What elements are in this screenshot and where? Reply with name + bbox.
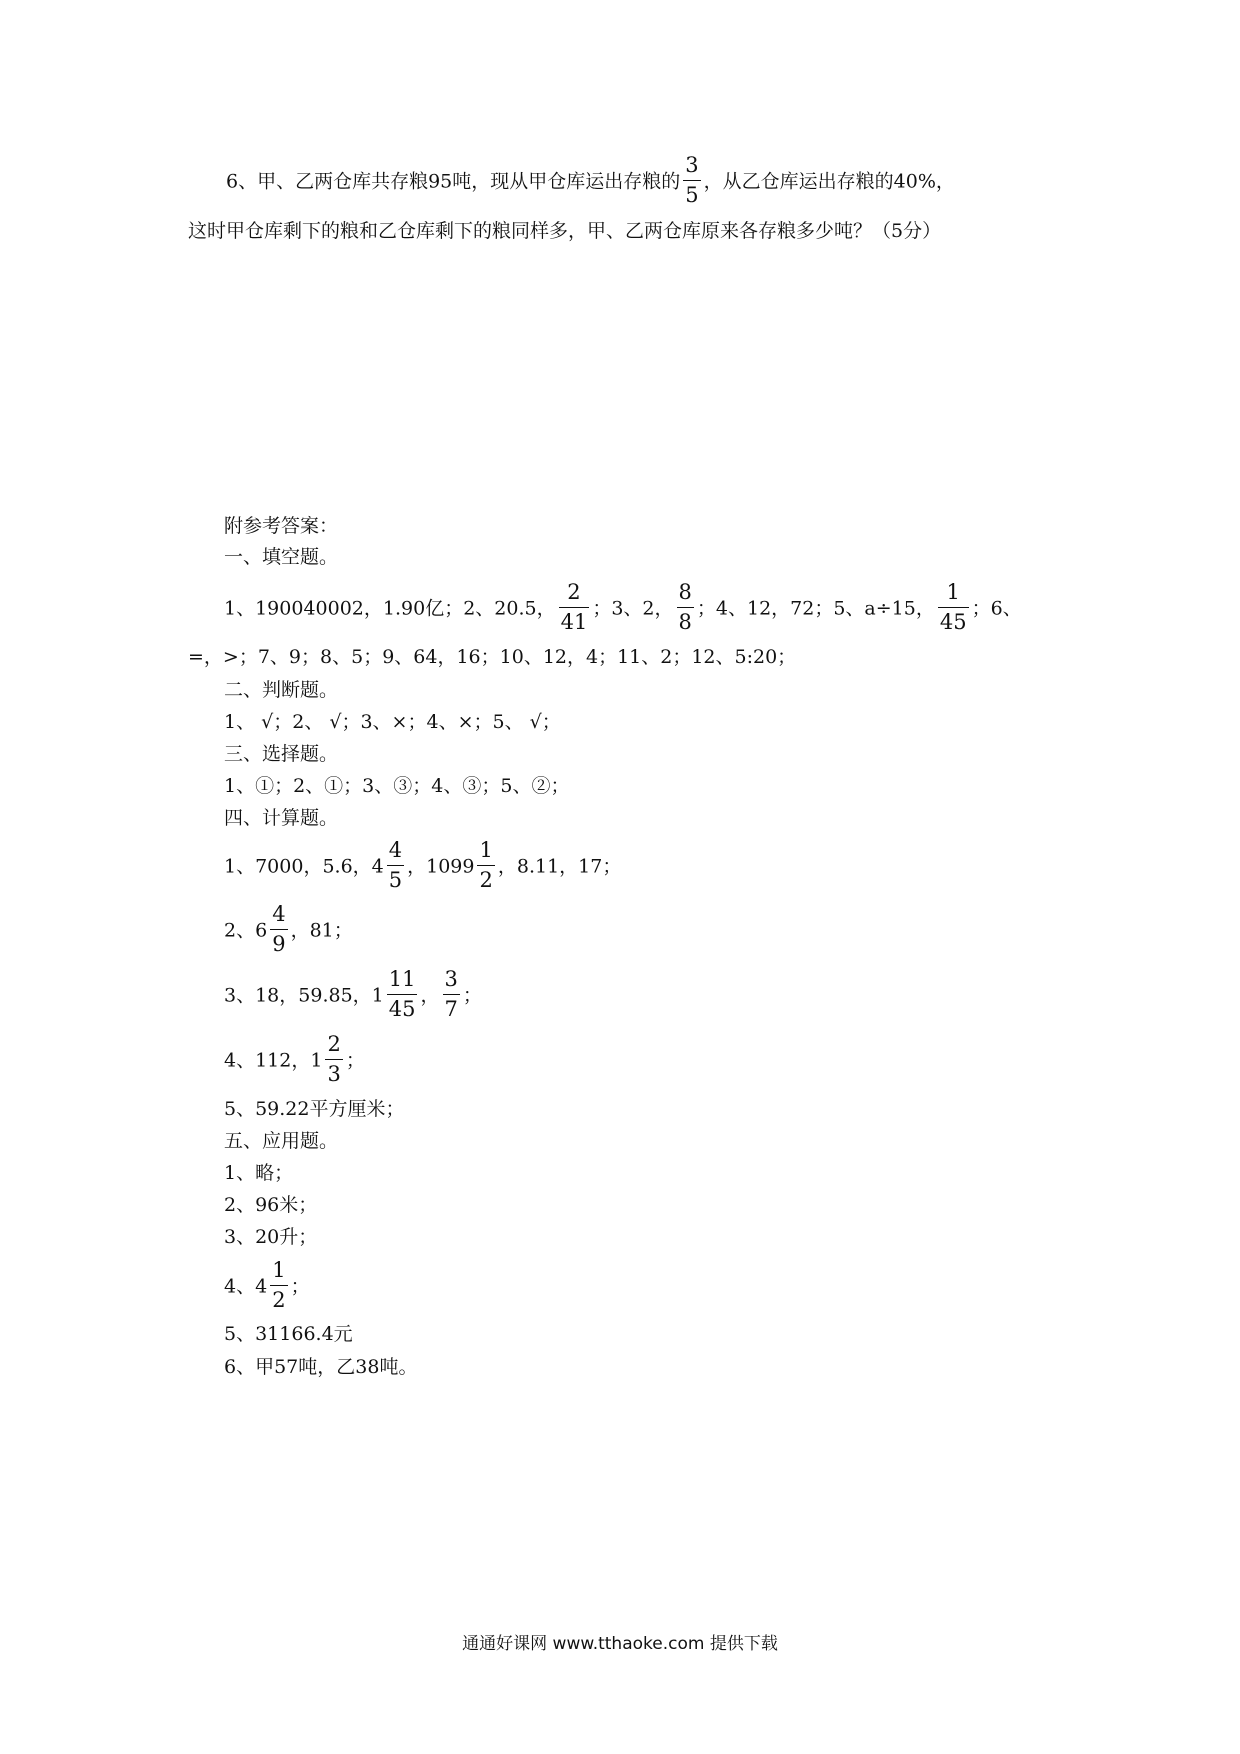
fraction-three-fifths: $\frac{3}{5}$ [685,153,699,207]
section-5-line-6: 6、甲57吨，乙38吨。 [224,1356,418,1378]
section-4-line-1: 1、7000，5.6，4 $\frac{4}{5}$ ，1099 $\frac{1}{2}$ ，8.11，17； [224,838,622,892]
section-5-line-3: 3、20升； [224,1226,318,1248]
section-3-answers: 1、①；2、①；3、③；4、③；5、②； [224,775,570,797]
section-3-title: 三、选择题。 [224,743,339,765]
question-6-text-a: 6、甲、乙两仓库共存粮95吨，现从甲仓库运出存粮的 [226,170,681,193]
section-2-answers: 1、 √；2、 √；3、×；4、×；5、 √； [224,711,561,733]
fraction: $\frac{4}{5}$ [388,838,403,892]
section-1-title: 一、填空题。 [224,546,339,568]
fraction: $\frac{2}{41}$ [560,580,588,634]
section-1-line-2: =，>；7、9；8、5；9、64，16；10、12，4；11、2；12、5:20； [188,646,797,668]
section-5-line-2: 2、96米； [224,1194,318,1216]
page-footer: 通通好课网 www.tthaoke.com 提供下载 [462,1634,778,1654]
fraction: $\frac{8}{8}$ [678,580,692,634]
section-1-line-1: 1、190040002，1.90亿；2、20.5， $\frac{2}{41}$ ；3、2， $\frac{8}{8}$ ；4、12，72；5、a÷15， $\frac{1}{45}$ ；6、 [224,580,1022,634]
section-2-title: 二、判断题。 [224,679,339,701]
section-5-line-4: 4、4 $\frac{1}{2}$ ； [224,1258,310,1312]
answers-heading: 附参考答案： [224,515,339,537]
section-5-title: 五、应用题。 [224,1130,339,1152]
fraction: $\frac{4}{9}$ [272,902,286,956]
section-5-line-5: 5、31166.4元 [224,1323,353,1345]
section-4-line-2: 2、6 $\frac{4}{9}$ ，81； [224,902,353,956]
fraction: $\frac{1}{45}$ [939,580,967,634]
question-6-text-b: ，从乙仓库运出存粮的40%， [703,170,955,193]
fraction: $\frac{2}{3}$ [327,1032,341,1086]
question-6-line-2: 这时甲仓库剩下的粮和乙仓库剩下的粮同样多，甲、乙两仓库原来各存粮多少吨？（5分） [188,220,942,242]
fraction: $\frac{1}{2}$ [272,1258,286,1312]
section-4-line-3: 3、18，59.85，1 $\frac{11}{45}$ ， $\frac{3}{7}$ ； [224,967,482,1021]
question-6-line-1 [226,153,955,208]
fraction: $\frac{11}{45}$ [388,967,416,1021]
section-4-line-5: 5、59.22平方厘米； [224,1098,405,1120]
section-4-line-4: 4、112，1 $\frac{2}{3}$ ； [224,1032,365,1086]
fraction: $\frac{3}{7}$ [444,967,458,1021]
section-4-title: 四、计算题。 [224,807,339,829]
fraction: $\frac{1}{2}$ [479,838,493,892]
section-5-line-1: 1、略； [224,1162,294,1184]
